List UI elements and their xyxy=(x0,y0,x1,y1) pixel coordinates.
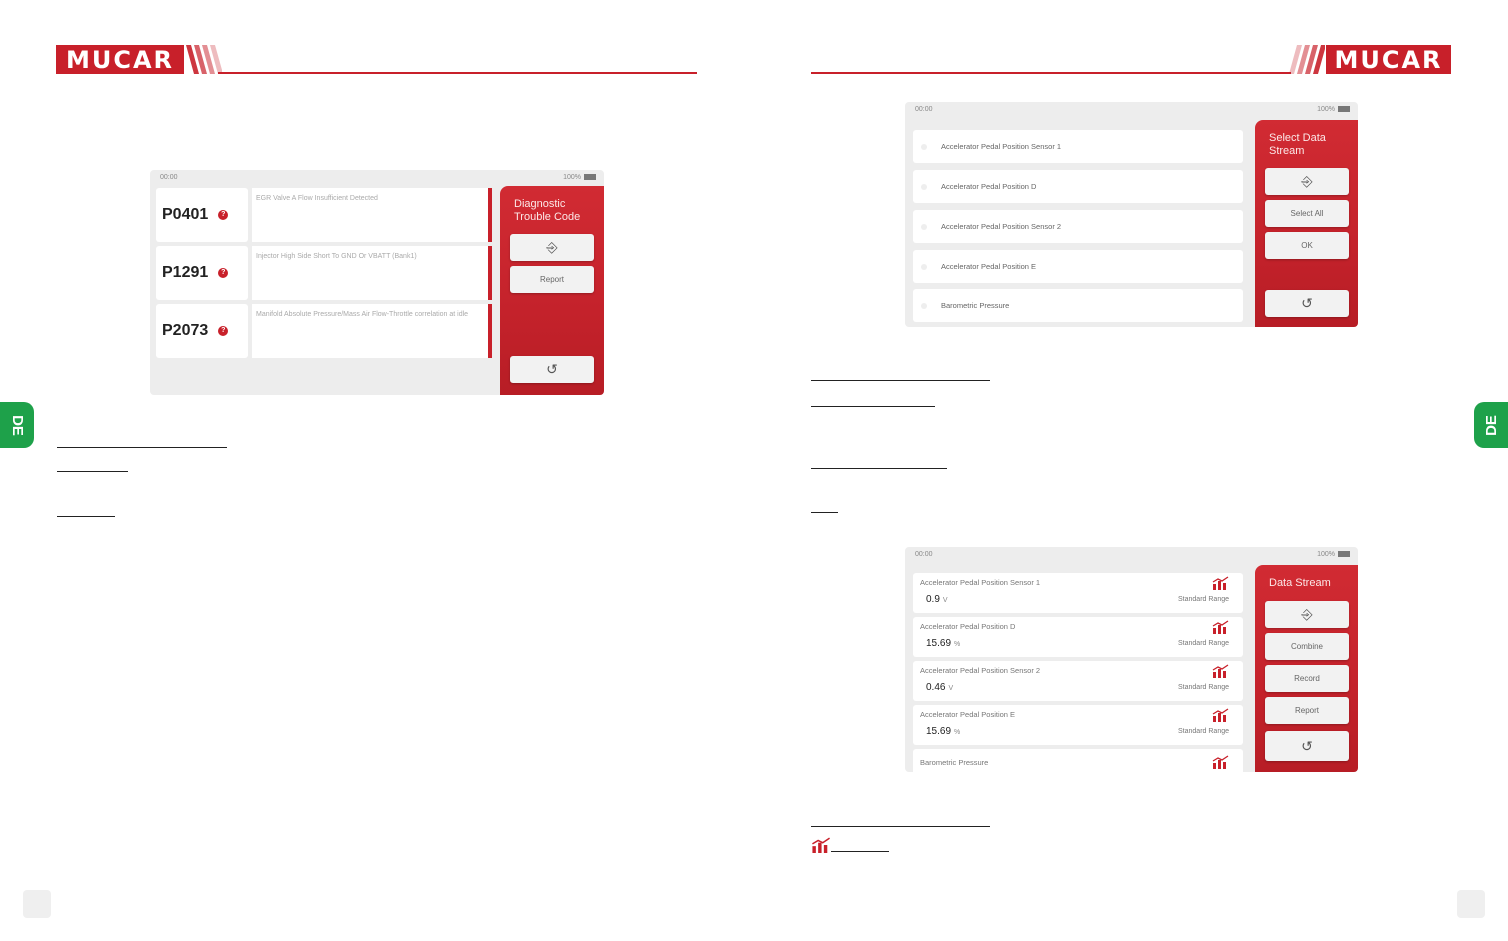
dtc-row[interactable] xyxy=(156,188,492,242)
graph-icon[interactable] xyxy=(1212,755,1229,769)
list-item[interactable] xyxy=(913,289,1243,322)
logo-text: MUCAR xyxy=(1334,45,1443,74)
data-name: Barometric Pressure xyxy=(920,758,989,767)
text-line xyxy=(811,468,947,469)
text-line xyxy=(57,447,227,448)
battery-icon xyxy=(584,174,596,180)
data-row[interactable] xyxy=(913,749,1243,772)
battery-percent: 100% xyxy=(1317,551,1335,558)
standard-range-label: Standard Range xyxy=(1178,728,1229,735)
standard-range-label: Standard Range xyxy=(1178,684,1229,691)
dtc-description: EGR Valve A Flow Insufficient Detected xyxy=(252,188,490,242)
ok-button[interactable]: OK xyxy=(1265,232,1349,259)
data-name: Accelerator Pedal Position Sensor 1 xyxy=(920,578,1041,587)
standard-range-label: Standard Range xyxy=(1178,596,1229,603)
list-item[interactable] xyxy=(913,130,1243,163)
item-label: Accelerator Pedal Position E xyxy=(941,262,1037,271)
header-rule-left xyxy=(218,72,697,74)
data-row[interactable] xyxy=(913,661,1243,701)
checkbox[interactable] xyxy=(921,224,927,230)
page-number-right xyxy=(1457,890,1485,918)
text-line xyxy=(811,406,935,407)
dtc-indicator-bar xyxy=(488,188,492,242)
checkbox[interactable] xyxy=(921,184,927,190)
battery-icon xyxy=(1338,106,1350,112)
checkbox[interactable] xyxy=(921,144,927,150)
panel-title: Diagnostic Trouble Code xyxy=(514,198,581,223)
status-time: 00:00 xyxy=(915,551,933,558)
dtc-row[interactable] xyxy=(156,304,492,358)
record-button[interactable]: Record xyxy=(1265,665,1349,692)
action-panel xyxy=(1255,120,1358,327)
value-unit: % xyxy=(954,641,961,648)
data-name: Accelerator Pedal Position Sensor 2 xyxy=(920,666,1041,675)
exit-button[interactable] xyxy=(510,234,594,261)
back-icon: ↺ xyxy=(1301,737,1313,754)
value-unit: V xyxy=(948,685,954,692)
status-time: 00:00 xyxy=(160,174,178,181)
text-line xyxy=(57,516,115,517)
logo-text: MUCAR xyxy=(65,45,175,74)
dtc-code-cell xyxy=(156,246,248,300)
data-name: Accelerator Pedal Position D xyxy=(920,622,1016,631)
panel-title: Data Stream xyxy=(1269,577,1331,589)
screen-select-data-stream xyxy=(905,102,1358,327)
brand-logo-right xyxy=(1326,45,1451,74)
text-line xyxy=(831,851,889,852)
language-tab-right xyxy=(1474,402,1508,448)
help-icon[interactable]: ? xyxy=(218,210,228,220)
exit-icon: ⎆ xyxy=(1301,173,1313,189)
logo-stripes-left-icon xyxy=(186,45,222,74)
checkbox[interactable] xyxy=(921,264,927,270)
exit-icon: ⎆ xyxy=(546,239,558,255)
value-unit: % xyxy=(954,729,961,736)
dtc-code-cell xyxy=(156,304,248,358)
dtc-indicator-bar xyxy=(488,304,492,358)
value-number: 0.9 xyxy=(926,594,940,605)
value-number: 15.69 xyxy=(926,726,952,737)
dtc-code: P0401 xyxy=(162,206,209,223)
language-tab-left xyxy=(0,402,34,448)
list-item[interactable] xyxy=(913,250,1243,283)
text-line xyxy=(811,512,838,513)
dtc-indicator-bar xyxy=(488,246,492,300)
status-time: 00:00 xyxy=(915,106,933,113)
item-label: Barometric Pressure xyxy=(941,301,1010,310)
status-battery xyxy=(563,174,596,181)
dtc-description: Injector High Side Short To GND Or VBATT (Bank1) xyxy=(252,246,490,300)
battery-icon xyxy=(1338,551,1350,557)
dtc-row[interactable] xyxy=(156,246,492,300)
dtc-code: P1291 xyxy=(162,264,209,281)
data-value xyxy=(926,594,948,605)
screen-data-stream xyxy=(905,547,1358,772)
data-value xyxy=(926,682,953,693)
data-row[interactable] xyxy=(913,705,1243,745)
text-line xyxy=(811,826,990,827)
logo-stripes-right-icon xyxy=(1289,45,1325,74)
data-value xyxy=(926,726,960,737)
standard-range-label: Standard Range xyxy=(1178,640,1229,647)
item-label: Accelerator Pedal Position Sensor 2 xyxy=(941,222,1062,231)
back-button[interactable] xyxy=(510,356,594,383)
value-unit: V xyxy=(942,597,948,604)
status-bar xyxy=(905,102,1358,118)
text-line xyxy=(811,380,990,381)
dtc-code-cell xyxy=(156,188,248,242)
report-button[interactable]: Report xyxy=(1265,697,1349,724)
action-panel xyxy=(1255,565,1358,772)
exit-button[interactable] xyxy=(1265,168,1349,195)
back-icon: ↺ xyxy=(546,361,558,377)
back-button[interactable] xyxy=(1265,731,1349,761)
data-value xyxy=(926,638,960,649)
exit-icon: ⎆ xyxy=(1301,606,1313,622)
dtc-description: Manifold Absolute Pressure/Mass Air Flow-Throttle correlation at idle xyxy=(252,304,490,358)
graph-icon[interactable] xyxy=(1212,620,1229,634)
brand-logo-left xyxy=(56,45,184,74)
status-battery xyxy=(1317,106,1350,113)
panel-title: Select Data Stream xyxy=(1269,132,1326,157)
page-number-left xyxy=(23,890,51,918)
list-item[interactable] xyxy=(913,210,1243,243)
language-tab-label: DE xyxy=(8,414,26,436)
header-rule-right xyxy=(811,72,1291,74)
action-panel xyxy=(500,186,604,395)
dtc-code: P2073 xyxy=(162,322,209,339)
item-label: Accelerator Pedal Position D xyxy=(941,182,1037,191)
list-item[interactable] xyxy=(913,170,1243,203)
help-icon[interactable]: ? xyxy=(218,268,228,278)
language-tab-label: DE xyxy=(1482,414,1500,436)
value-number: 15.69 xyxy=(926,638,952,649)
battery-percent: 100% xyxy=(563,174,581,181)
battery-percent: 100% xyxy=(1317,106,1335,113)
combine-button[interactable]: Combine xyxy=(1265,633,1349,660)
data-row[interactable] xyxy=(913,617,1243,657)
value-number: 0.46 xyxy=(926,682,946,693)
data-name: Accelerator Pedal Position E xyxy=(920,710,1016,719)
back-button[interactable] xyxy=(1265,290,1349,317)
graph-icon xyxy=(811,837,831,853)
text-line xyxy=(57,471,128,472)
select-all-button[interactable]: Select All xyxy=(1265,200,1349,227)
help-icon[interactable]: ? xyxy=(218,326,228,336)
status-battery xyxy=(1317,551,1350,558)
screen-dtc xyxy=(150,170,604,395)
graph-icon[interactable] xyxy=(1212,708,1229,722)
data-row[interactable] xyxy=(913,573,1243,613)
status-bar xyxy=(905,547,1358,563)
graph-icon[interactable] xyxy=(1212,664,1229,678)
item-label: Accelerator Pedal Position Sensor 1 xyxy=(941,142,1062,151)
checkbox[interactable] xyxy=(921,303,927,309)
back-icon: ↺ xyxy=(1301,295,1313,311)
report-button[interactable]: Report xyxy=(510,266,594,293)
graph-icon[interactable] xyxy=(1212,576,1229,590)
status-bar xyxy=(150,170,604,186)
exit-button[interactable] xyxy=(1265,601,1349,628)
